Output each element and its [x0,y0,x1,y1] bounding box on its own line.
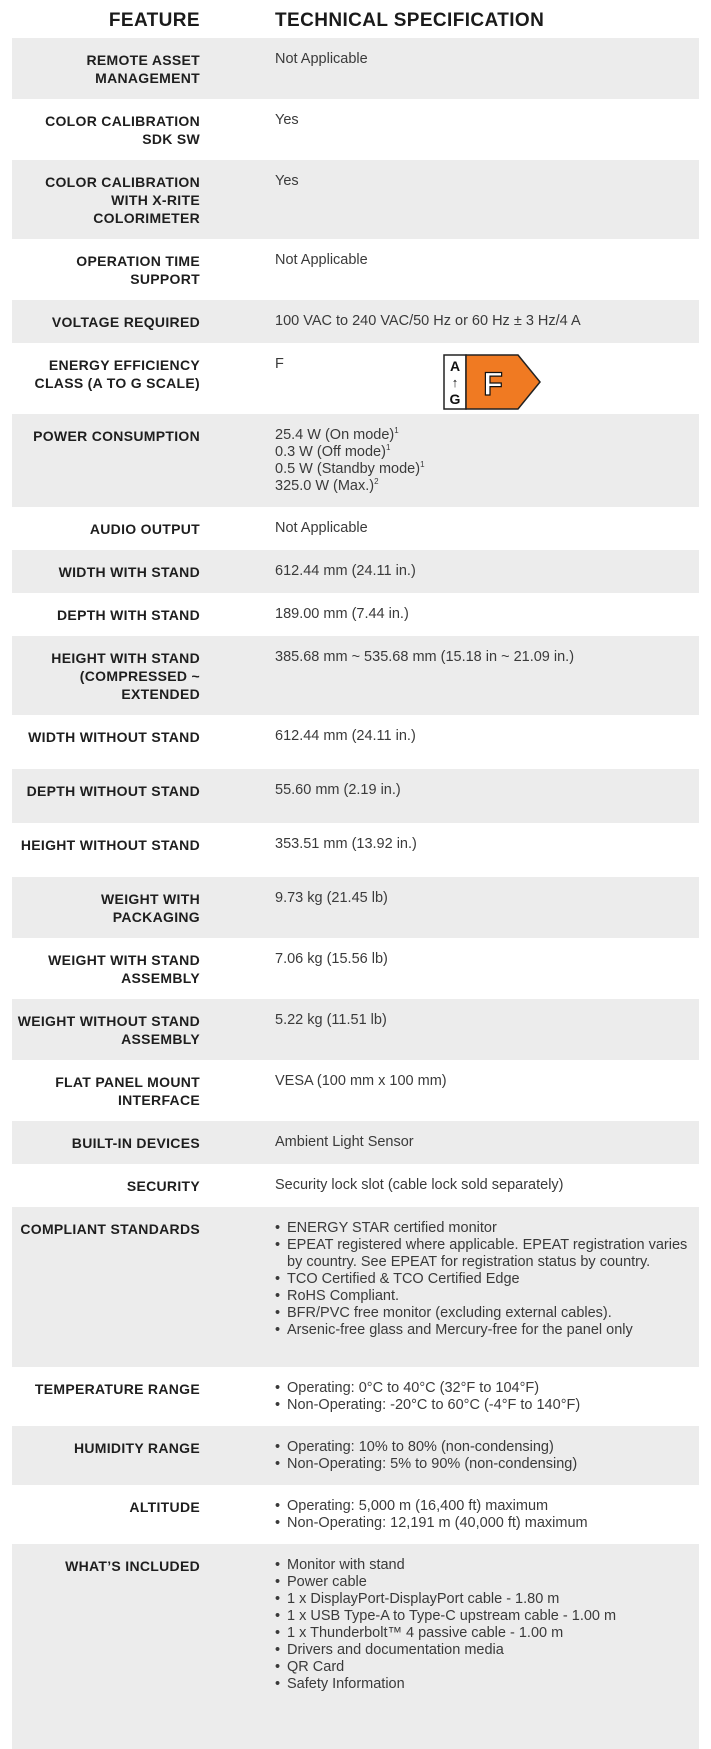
bullet-item: • Safety Information [275,1676,699,1693]
feature-label: WIDTH WITH STAND [58,564,200,580]
spec-value [275,427,699,495]
feature-label: COMPLIANT STANDARDS [20,1221,200,1237]
spec-value [275,1134,699,1152]
spec-value [275,252,699,288]
bullet-item: • 1 x DisplayPort-DisplayPort cable - 1.80 m [275,1591,699,1608]
spec-row [12,38,699,99]
spec-value [275,728,699,757]
bullet-list [275,1380,699,1414]
spec-row [12,99,699,160]
feature-label: WEIGHT WITHOUT STAND ASSEMBLY [17,1013,200,1047]
bullet-item: • Monitor with stand [275,1557,699,1574]
bullet-item: • Operating: 10% to 80% (non-condensing) [275,1439,699,1456]
bullet-item: • Arsenic-free glass and Mercury-free for the panel only [275,1322,699,1339]
feature-label: OPERATION TIME SUPPORT [76,253,200,287]
spec-row [12,1121,699,1164]
feature-label: WHAT’S INCLUDED [65,1558,200,1574]
bullet-item: • Operating: 0°C to 40°C (32°F to 104°F) [275,1380,699,1397]
spec-line: 353.51 mm (13.92 in.) [275,836,417,852]
energy-scale-bottom: G [449,391,461,407]
bullet-item: • Non-Operating: 12,191 m (40,000 ft) maximum [275,1515,699,1532]
spec-value [275,356,699,407]
feature-label: WIDTH WITHOUT STAND [28,729,200,745]
spec-value [275,51,699,87]
spec-value [275,951,699,987]
bullet-item: • 1 x USB Type-A to Type-C upstream cable - 1.00 m [275,1608,699,1625]
feature-label: DEPTH WITH STAND [57,607,200,623]
spec-value [275,1498,699,1532]
energy-class-label-icon [443,354,541,412]
energy-grade-letter: F [483,366,503,402]
bullet-item: • BFR/PVC free monitor (excluding external cables). [275,1305,699,1322]
spec-row [12,1164,699,1207]
spec-line [275,461,699,478]
spec-row [12,938,699,999]
bullet-item: • QR Card [275,1659,699,1676]
energy-grade-arrow [466,355,540,409]
spec-value [275,313,699,331]
spec-value [275,836,699,865]
bullet-item: • RoHS Compliant. [275,1288,699,1305]
spec-line: VESA (100 mm x 100 mm) [275,1073,447,1089]
spec-value [275,649,699,703]
footnote-marker: 1 [394,426,399,436]
spec-column-header: TECHNICAL SPECIFICATION [275,10,545,31]
spec-value [275,112,699,148]
spec-line [275,427,699,444]
bullet-item: • TCO Certified & TCO Certified Edge [275,1271,699,1288]
spec-line: 9.73 kg (21.45 lb) [275,890,388,906]
spec-row [12,999,699,1060]
spec-row [12,636,699,715]
spec-row [12,769,699,823]
spec-line: 612.44 mm (24.11 in.) [275,728,416,744]
spec-value [275,606,699,624]
spec-line: 385.68 mm ~ 535.68 mm (15.18 in ~ 21.09 in.) [275,649,575,665]
feature-column-header: FEATURE [108,10,200,31]
footnote-marker: 2 [374,477,379,487]
spec-row [12,414,699,507]
spec-line-text: 25.4 W (On mode) [275,427,395,443]
spec-row [12,507,699,550]
feature-label: COLOR CALIBRATION SDK SW [45,113,200,147]
spec-row [12,1426,699,1485]
spec-table [12,38,699,1749]
spec-line: 100 VAC to 240 VAC/50 Hz or 60 Hz ± 3 Hz/4 A [275,313,581,329]
bullet-list [275,1439,699,1473]
energy-scale-arrow-icon: ↑ [451,375,459,390]
bullet-list [275,1220,699,1339]
spec-line: Not Applicable [275,520,368,536]
footnote-marker: 1 [385,443,391,453]
spec-line: 5.22 kg (11.51 lb) [275,1012,387,1028]
bullet-item: • Non-Operating: -20°C to 60°C (-4°F to 140°F) [275,1397,699,1414]
spec-row [12,300,699,343]
feature-label: HEIGHT WITHOUT STAND [20,837,200,853]
feature-label: REMOTE ASSET MANAGEMENT [86,52,200,86]
spec-line: Not Applicable [275,252,368,268]
bullet-list [275,1557,699,1693]
feature-label: HUMIDITY RANGE [73,1440,200,1456]
spec-row [12,239,699,300]
spec-row [12,823,699,877]
spec-line: 55.60 mm (2.19 in.) [275,782,401,798]
feature-label: ALTITUDE [129,1499,200,1515]
bullet-item: • Drivers and documentation media [275,1642,699,1659]
spec-row [12,343,699,414]
feature-label: WEIGHT WITH PACKAGING [101,891,200,925]
bullet-item: • ENERGY STAR certified monitor [275,1220,699,1237]
spec-line: 189.00 mm (7.44 in.) [275,606,409,622]
feature-label: DEPTH WITHOUT STAND [26,783,200,799]
feature-label: SECURITY [126,1178,200,1194]
energy-scale-top: A [449,358,461,374]
spec-line: Not Applicable [275,51,368,67]
bullet-item: • Operating: 5,000 m (16,400 ft) maximum [275,1498,699,1515]
spec-row [12,1207,699,1367]
feature-label: ENERGY EFFICIENCY CLASS (A TO G SCALE) [34,357,200,391]
spec-row [12,1485,699,1544]
spec-value [275,173,699,227]
spec-value [275,1012,699,1048]
feature-label: WEIGHT WITH STAND ASSEMBLY [48,952,200,986]
bullet-item: • Non-Operating: 5% to 90% (non-condensing) [275,1456,699,1473]
bullet-item: • EPEAT registered where applicable. EPEAT registration varies by country. See EPEAT for registration status by country. [275,1237,699,1271]
spec-row [12,593,699,636]
spec-line: 612.44 mm (24.11 in.) [275,563,416,579]
spec-line: Security lock slot (cable lock sold separately) [275,1177,564,1193]
feature-label: VOLTAGE REQUIRED [51,314,200,330]
spec-value [275,1380,699,1414]
spec-line: 7.06 kg (15.56 lb) [275,951,388,967]
spec-row [12,715,699,769]
bullet-item: • 1 x Thunderbolt™ 4 passive cable - 1.00 m [275,1625,699,1642]
table-header [0,0,711,38]
spec-value [275,1557,699,1737]
spec-line: Ambient Light Sensor [275,1134,414,1150]
spec-row [12,160,699,239]
bullet-list [275,1498,699,1532]
spec-line: Yes [275,173,299,189]
feature-label: BUILT-IN DEVICES [71,1135,200,1151]
spec-line-text: 0.3 W (Off mode) [275,444,386,460]
spec-value [275,1073,699,1109]
spec-line: Yes [275,112,299,128]
spec-row [12,1060,699,1121]
spec-line-text: 0.5 W (Standby mode) [275,461,421,477]
spec-value [275,563,699,581]
spec-line [275,444,699,461]
feature-label: POWER CONSUMPTION [33,428,200,444]
spec-value [275,520,699,538]
spec-row [12,1544,699,1749]
feature-label: COLOR CALIBRATION WITH X-RITE COLORIMETER [45,174,200,226]
spec-value [275,1177,699,1195]
spec-row [12,550,699,593]
feature-label: AUDIO OUTPUT [89,521,200,537]
spec-value [275,890,699,926]
spec-value [275,782,699,811]
spec-line-text: 325.0 W (Max.) [275,478,375,494]
feature-label: HEIGHT WITH STAND (COMPRESSED ~ EXTENDED [51,650,200,702]
spec-row [12,1367,699,1426]
footnote-marker: 1 [420,460,425,470]
spec-value [275,1439,699,1473]
spec-value [275,1220,699,1355]
spec-row [12,877,699,938]
spec-line: F [275,356,284,372]
feature-label: TEMPERATURE RANGE [34,1381,200,1397]
bullet-item: • Power cable [275,1574,699,1591]
spec-line [275,478,699,495]
feature-label: FLAT PANEL MOUNT INTERFACE [55,1074,200,1108]
